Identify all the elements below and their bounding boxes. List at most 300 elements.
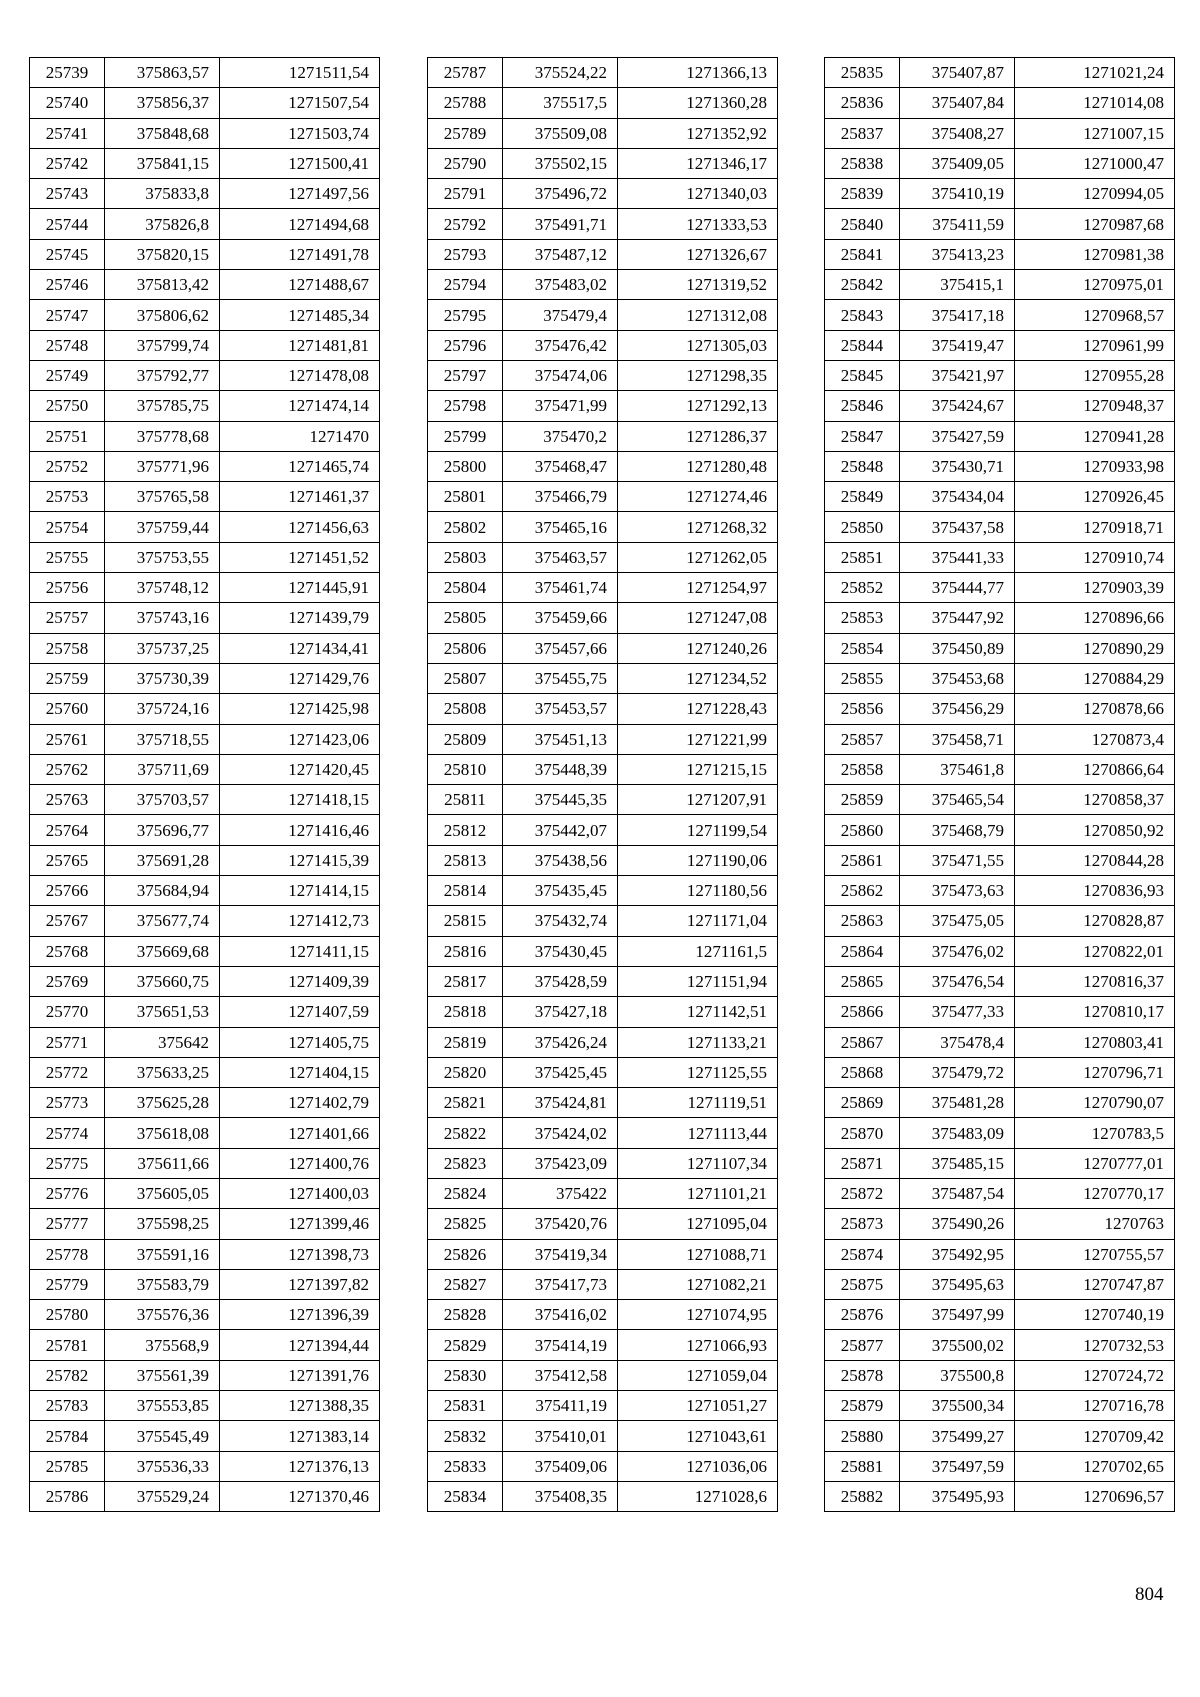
point-number-cell: 25829 bbox=[428, 1330, 503, 1360]
y-coordinate-cell: 1270896,66 bbox=[1015, 603, 1175, 633]
table-row bbox=[825, 1269, 1175, 1299]
table-row bbox=[428, 997, 778, 1027]
table-row bbox=[428, 1239, 778, 1269]
x-coordinate-cell: 375453,57 bbox=[503, 694, 618, 724]
y-coordinate-cell: 1271511,54 bbox=[220, 58, 380, 88]
x-coordinate-cell: 375411,19 bbox=[503, 1391, 618, 1421]
y-coordinate-cell: 1270755,57 bbox=[1015, 1239, 1175, 1269]
point-number-cell: 25786 bbox=[30, 1481, 105, 1511]
y-coordinate-cell: 1270796,71 bbox=[1015, 1057, 1175, 1087]
table-row bbox=[428, 360, 778, 390]
point-number-cell: 25803 bbox=[428, 542, 503, 572]
point-number-cell: 25792 bbox=[428, 209, 503, 239]
x-coordinate-cell: 375427,59 bbox=[900, 421, 1015, 451]
y-coordinate-cell: 1271000,47 bbox=[1015, 148, 1175, 178]
x-coordinate-cell: 375495,63 bbox=[900, 1269, 1015, 1299]
table-row bbox=[428, 1451, 778, 1481]
table-row bbox=[825, 330, 1175, 360]
table-row bbox=[428, 633, 778, 663]
x-coordinate-cell: 375461,74 bbox=[503, 573, 618, 603]
x-coordinate-cell: 375826,8 bbox=[105, 209, 220, 239]
table-row bbox=[825, 300, 1175, 330]
table-row bbox=[30, 966, 380, 996]
point-number-cell: 25859 bbox=[825, 785, 900, 815]
x-coordinate-cell: 375471,55 bbox=[900, 845, 1015, 875]
y-coordinate-cell: 1270790,07 bbox=[1015, 1088, 1175, 1118]
table-row bbox=[30, 1027, 380, 1057]
table-row bbox=[428, 906, 778, 936]
table-row bbox=[30, 997, 380, 1027]
x-coordinate-cell: 375753,55 bbox=[105, 542, 220, 572]
x-coordinate-cell: 375492,95 bbox=[900, 1239, 1015, 1269]
point-number-cell: 25801 bbox=[428, 482, 503, 512]
point-number-cell: 25847 bbox=[825, 421, 900, 451]
table-row bbox=[30, 785, 380, 815]
table-row bbox=[428, 724, 778, 754]
x-coordinate-cell: 375407,84 bbox=[900, 88, 1015, 118]
point-number-cell: 25826 bbox=[428, 1239, 503, 1269]
table-row bbox=[825, 603, 1175, 633]
point-number-cell: 25746 bbox=[30, 270, 105, 300]
x-coordinate-cell: 375479,72 bbox=[900, 1057, 1015, 1087]
y-coordinate-cell: 1270926,45 bbox=[1015, 482, 1175, 512]
x-coordinate-cell: 375481,28 bbox=[900, 1088, 1015, 1118]
point-number-cell: 25823 bbox=[428, 1148, 503, 1178]
point-number-cell: 25755 bbox=[30, 542, 105, 572]
y-coordinate-cell: 1271215,15 bbox=[618, 754, 778, 784]
point-number-cell: 25845 bbox=[825, 360, 900, 390]
table-row bbox=[825, 1360, 1175, 1390]
point-number-cell: 25835 bbox=[825, 58, 900, 88]
table-row bbox=[428, 451, 778, 481]
y-coordinate-cell: 1271298,35 bbox=[618, 360, 778, 390]
table-row bbox=[825, 179, 1175, 209]
point-number-cell: 25865 bbox=[825, 966, 900, 996]
point-number-cell: 25843 bbox=[825, 300, 900, 330]
x-coordinate-cell: 375421,97 bbox=[900, 360, 1015, 390]
x-coordinate-cell: 375625,28 bbox=[105, 1088, 220, 1118]
y-coordinate-cell: 1271190,06 bbox=[618, 845, 778, 875]
point-number-cell: 25831 bbox=[428, 1391, 503, 1421]
y-coordinate-cell: 1270732,53 bbox=[1015, 1330, 1175, 1360]
table-row bbox=[30, 694, 380, 724]
x-coordinate-cell: 375598,25 bbox=[105, 1209, 220, 1239]
x-coordinate-cell: 375841,15 bbox=[105, 148, 220, 178]
y-coordinate-cell: 1270828,87 bbox=[1015, 906, 1175, 936]
point-number-cell: 25779 bbox=[30, 1269, 105, 1299]
table-row bbox=[30, 239, 380, 269]
point-number-cell: 25862 bbox=[825, 876, 900, 906]
y-coordinate-cell: 1271488,67 bbox=[220, 270, 380, 300]
x-coordinate-cell: 375450,89 bbox=[900, 633, 1015, 663]
point-number-cell: 25816 bbox=[428, 936, 503, 966]
x-coordinate-cell: 375445,35 bbox=[503, 785, 618, 815]
point-number-cell: 25814 bbox=[428, 876, 503, 906]
point-number-cell: 25763 bbox=[30, 785, 105, 815]
point-number-cell: 25741 bbox=[30, 118, 105, 148]
y-coordinate-cell: 1271500,41 bbox=[220, 148, 380, 178]
table-row bbox=[825, 936, 1175, 966]
x-coordinate-cell: 375476,42 bbox=[503, 330, 618, 360]
x-coordinate-cell: 375696,77 bbox=[105, 815, 220, 845]
x-coordinate-cell: 375434,04 bbox=[900, 482, 1015, 512]
y-coordinate-cell: 1271221,99 bbox=[618, 724, 778, 754]
y-coordinate-cell: 1271391,76 bbox=[220, 1360, 380, 1390]
table-row bbox=[30, 360, 380, 390]
coordinates-table-2 bbox=[427, 57, 778, 1512]
y-coordinate-cell: 1270763 bbox=[1015, 1209, 1175, 1239]
table-row bbox=[428, 88, 778, 118]
y-coordinate-cell: 1271376,13 bbox=[220, 1451, 380, 1481]
y-coordinate-cell: 1271254,97 bbox=[618, 573, 778, 603]
point-number-cell: 25824 bbox=[428, 1178, 503, 1208]
table-row bbox=[30, 421, 380, 451]
table-row bbox=[825, 1088, 1175, 1118]
point-number-cell: 25784 bbox=[30, 1421, 105, 1451]
x-coordinate-cell: 375417,73 bbox=[503, 1269, 618, 1299]
point-number-cell: 25757 bbox=[30, 603, 105, 633]
x-coordinate-cell: 375447,92 bbox=[900, 603, 1015, 633]
table-row bbox=[825, 118, 1175, 148]
point-number-cell: 25781 bbox=[30, 1330, 105, 1360]
y-coordinate-cell: 1271434,41 bbox=[220, 633, 380, 663]
x-coordinate-cell: 375500,02 bbox=[900, 1330, 1015, 1360]
y-coordinate-cell: 1270783,5 bbox=[1015, 1118, 1175, 1148]
y-coordinate-cell: 1271292,13 bbox=[618, 391, 778, 421]
table-row bbox=[428, 815, 778, 845]
point-number-cell: 25752 bbox=[30, 451, 105, 481]
y-coordinate-cell: 1270933,98 bbox=[1015, 451, 1175, 481]
x-coordinate-cell: 375424,81 bbox=[503, 1088, 618, 1118]
y-coordinate-cell: 1271470 bbox=[220, 421, 380, 451]
x-coordinate-cell: 375424,02 bbox=[503, 1118, 618, 1148]
y-coordinate-cell: 1270777,01 bbox=[1015, 1148, 1175, 1178]
x-coordinate-cell: 375408,27 bbox=[900, 118, 1015, 148]
x-coordinate-cell: 375475,05 bbox=[900, 906, 1015, 936]
table-row bbox=[30, 633, 380, 663]
x-coordinate-cell: 375806,62 bbox=[105, 300, 220, 330]
x-coordinate-cell: 375497,99 bbox=[900, 1300, 1015, 1330]
table-row bbox=[825, 1148, 1175, 1178]
x-coordinate-cell: 375412,58 bbox=[503, 1360, 618, 1390]
point-number-cell: 25756 bbox=[30, 573, 105, 603]
x-coordinate-cell: 375432,74 bbox=[503, 906, 618, 936]
x-coordinate-cell: 375490,26 bbox=[900, 1209, 1015, 1239]
x-coordinate-cell: 375415,1 bbox=[900, 270, 1015, 300]
point-number-cell: 25869 bbox=[825, 1088, 900, 1118]
x-coordinate-cell: 375561,39 bbox=[105, 1360, 220, 1390]
table-row bbox=[30, 88, 380, 118]
x-coordinate-cell: 375576,36 bbox=[105, 1300, 220, 1330]
table-row bbox=[428, 1057, 778, 1087]
y-coordinate-cell: 1271439,79 bbox=[220, 603, 380, 633]
table-row bbox=[825, 573, 1175, 603]
y-coordinate-cell: 1271014,08 bbox=[1015, 88, 1175, 118]
x-coordinate-cell: 375420,76 bbox=[503, 1209, 618, 1239]
table-row bbox=[825, 209, 1175, 239]
point-number-cell: 25799 bbox=[428, 421, 503, 451]
table-row bbox=[825, 1330, 1175, 1360]
point-number-cell: 25874 bbox=[825, 1239, 900, 1269]
table-row bbox=[30, 815, 380, 845]
x-coordinate-cell: 375529,24 bbox=[105, 1481, 220, 1511]
x-coordinate-cell: 375422 bbox=[503, 1178, 618, 1208]
table-row bbox=[30, 663, 380, 693]
x-coordinate-cell: 375483,09 bbox=[900, 1118, 1015, 1148]
table-row bbox=[428, 1360, 778, 1390]
point-number-cell: 25811 bbox=[428, 785, 503, 815]
table-row bbox=[825, 1118, 1175, 1148]
point-number-cell: 25828 bbox=[428, 1300, 503, 1330]
point-number-cell: 25782 bbox=[30, 1360, 105, 1390]
y-coordinate-cell: 1270747,87 bbox=[1015, 1269, 1175, 1299]
x-coordinate-cell: 375820,15 bbox=[105, 239, 220, 269]
point-number-cell: 25804 bbox=[428, 573, 503, 603]
y-coordinate-cell: 1271398,73 bbox=[220, 1239, 380, 1269]
point-number-cell: 25774 bbox=[30, 1118, 105, 1148]
x-coordinate-cell: 375748,12 bbox=[105, 573, 220, 603]
point-number-cell: 25806 bbox=[428, 633, 503, 663]
point-number-cell: 25761 bbox=[30, 724, 105, 754]
x-coordinate-cell: 375743,16 bbox=[105, 603, 220, 633]
y-coordinate-cell: 1271305,03 bbox=[618, 330, 778, 360]
y-coordinate-cell: 1270873,4 bbox=[1015, 724, 1175, 754]
table-row bbox=[428, 1178, 778, 1208]
point-number-cell: 25842 bbox=[825, 270, 900, 300]
x-coordinate-cell: 375730,39 bbox=[105, 663, 220, 693]
point-number-cell: 25820 bbox=[428, 1057, 503, 1087]
y-coordinate-cell: 1271286,37 bbox=[618, 421, 778, 451]
point-number-cell: 25794 bbox=[428, 270, 503, 300]
x-coordinate-cell: 375455,75 bbox=[503, 663, 618, 693]
x-coordinate-cell: 375553,85 bbox=[105, 1391, 220, 1421]
point-number-cell: 25839 bbox=[825, 179, 900, 209]
point-number-cell: 25856 bbox=[825, 694, 900, 724]
x-coordinate-cell: 375423,09 bbox=[503, 1148, 618, 1178]
table-row bbox=[30, 148, 380, 178]
x-coordinate-cell: 375711,69 bbox=[105, 754, 220, 784]
y-coordinate-cell: 1271007,15 bbox=[1015, 118, 1175, 148]
x-coordinate-cell: 375483,02 bbox=[503, 270, 618, 300]
table-row bbox=[428, 754, 778, 784]
point-number-cell: 25777 bbox=[30, 1209, 105, 1239]
table-row bbox=[30, 179, 380, 209]
point-number-cell: 25805 bbox=[428, 603, 503, 633]
point-number-cell: 25866 bbox=[825, 997, 900, 1027]
y-coordinate-cell: 1271268,32 bbox=[618, 512, 778, 542]
point-number-cell: 25838 bbox=[825, 148, 900, 178]
y-coordinate-cell: 1270975,01 bbox=[1015, 270, 1175, 300]
table-row bbox=[30, 482, 380, 512]
point-number-cell: 25812 bbox=[428, 815, 503, 845]
x-coordinate-cell: 375524,22 bbox=[503, 58, 618, 88]
y-coordinate-cell: 1271485,34 bbox=[220, 300, 380, 330]
x-coordinate-cell: 375438,56 bbox=[503, 845, 618, 875]
y-coordinate-cell: 1270878,66 bbox=[1015, 694, 1175, 724]
y-coordinate-cell: 1271481,81 bbox=[220, 330, 380, 360]
y-coordinate-cell: 1271491,78 bbox=[220, 239, 380, 269]
point-number-cell: 25815 bbox=[428, 906, 503, 936]
y-coordinate-cell: 1271088,71 bbox=[618, 1239, 778, 1269]
y-coordinate-cell: 1271370,46 bbox=[220, 1481, 380, 1511]
y-coordinate-cell: 1270702,65 bbox=[1015, 1451, 1175, 1481]
point-number-cell: 25787 bbox=[428, 58, 503, 88]
table-row bbox=[825, 1027, 1175, 1057]
point-number-cell: 25795 bbox=[428, 300, 503, 330]
y-coordinate-cell: 1271412,73 bbox=[220, 906, 380, 936]
y-coordinate-cell: 1271415,39 bbox=[220, 845, 380, 875]
y-coordinate-cell: 1271456,63 bbox=[220, 512, 380, 542]
x-coordinate-cell: 375568,9 bbox=[105, 1330, 220, 1360]
point-number-cell: 25751 bbox=[30, 421, 105, 451]
table-row bbox=[825, 997, 1175, 1027]
x-coordinate-cell: 375473,63 bbox=[900, 876, 1015, 906]
point-number-cell: 25754 bbox=[30, 512, 105, 542]
table-row bbox=[428, 603, 778, 633]
table-row bbox=[30, 330, 380, 360]
table-row bbox=[825, 148, 1175, 178]
y-coordinate-cell: 1270858,37 bbox=[1015, 785, 1175, 815]
point-number-cell: 25851 bbox=[825, 542, 900, 572]
x-coordinate-cell: 375466,79 bbox=[503, 482, 618, 512]
y-coordinate-cell: 1271125,55 bbox=[618, 1057, 778, 1087]
y-coordinate-cell: 1271119,51 bbox=[618, 1088, 778, 1118]
table-row bbox=[428, 1300, 778, 1330]
y-coordinate-cell: 1271021,24 bbox=[1015, 58, 1175, 88]
table-row bbox=[825, 512, 1175, 542]
y-coordinate-cell: 1271396,39 bbox=[220, 1300, 380, 1330]
point-number-cell: 25749 bbox=[30, 360, 105, 390]
y-coordinate-cell: 1270770,17 bbox=[1015, 1178, 1175, 1208]
x-coordinate-cell: 375414,19 bbox=[503, 1330, 618, 1360]
table-row bbox=[30, 1088, 380, 1118]
x-coordinate-cell: 375759,44 bbox=[105, 512, 220, 542]
y-coordinate-cell: 1271326,67 bbox=[618, 239, 778, 269]
x-coordinate-cell: 375502,15 bbox=[503, 148, 618, 178]
y-coordinate-cell: 1271280,48 bbox=[618, 451, 778, 481]
x-coordinate-cell: 375499,27 bbox=[900, 1421, 1015, 1451]
point-number-cell: 25882 bbox=[825, 1481, 900, 1511]
y-coordinate-cell: 1270994,05 bbox=[1015, 179, 1175, 209]
y-coordinate-cell: 1270890,29 bbox=[1015, 633, 1175, 663]
table-row bbox=[428, 1027, 778, 1057]
y-coordinate-cell: 1270810,17 bbox=[1015, 997, 1175, 1027]
x-coordinate-cell: 375477,33 bbox=[900, 997, 1015, 1027]
point-number-cell: 25832 bbox=[428, 1421, 503, 1451]
point-number-cell: 25868 bbox=[825, 1057, 900, 1087]
table-row bbox=[428, 58, 778, 88]
table-row bbox=[30, 1118, 380, 1148]
y-coordinate-cell: 1271507,54 bbox=[220, 88, 380, 118]
y-coordinate-cell: 1271333,53 bbox=[618, 209, 778, 239]
table-row bbox=[30, 603, 380, 633]
y-coordinate-cell: 1271411,15 bbox=[220, 936, 380, 966]
x-coordinate-cell: 375642 bbox=[105, 1027, 220, 1057]
table-row bbox=[825, 876, 1175, 906]
point-number-cell: 25778 bbox=[30, 1239, 105, 1269]
x-coordinate-cell: 375474,06 bbox=[503, 360, 618, 390]
point-number-cell: 25768 bbox=[30, 936, 105, 966]
x-coordinate-cell: 375669,68 bbox=[105, 936, 220, 966]
point-number-cell: 25785 bbox=[30, 1451, 105, 1481]
x-coordinate-cell: 375517,5 bbox=[503, 88, 618, 118]
point-number-cell: 25810 bbox=[428, 754, 503, 784]
y-coordinate-cell: 1271207,91 bbox=[618, 785, 778, 815]
coordinates-table-1 bbox=[29, 57, 380, 1512]
table-row bbox=[30, 1330, 380, 1360]
point-number-cell: 25854 bbox=[825, 633, 900, 663]
table-row bbox=[825, 1451, 1175, 1481]
x-coordinate-cell: 375442,07 bbox=[503, 815, 618, 845]
table-row bbox=[30, 573, 380, 603]
table-row bbox=[428, 1148, 778, 1178]
point-number-cell: 25834 bbox=[428, 1481, 503, 1511]
x-coordinate-cell: 375491,71 bbox=[503, 209, 618, 239]
y-coordinate-cell: 1270948,37 bbox=[1015, 391, 1175, 421]
table-row bbox=[428, 1269, 778, 1299]
table-row bbox=[825, 694, 1175, 724]
x-coordinate-cell: 375718,55 bbox=[105, 724, 220, 754]
table-row bbox=[428, 694, 778, 724]
x-coordinate-cell: 375451,13 bbox=[503, 724, 618, 754]
y-coordinate-cell: 1271059,04 bbox=[618, 1360, 778, 1390]
x-coordinate-cell: 375856,37 bbox=[105, 88, 220, 118]
point-number-cell: 25827 bbox=[428, 1269, 503, 1299]
x-coordinate-cell: 375485,15 bbox=[900, 1148, 1015, 1178]
point-number-cell: 25875 bbox=[825, 1269, 900, 1299]
x-coordinate-cell: 375487,12 bbox=[503, 239, 618, 269]
table-row bbox=[30, 1391, 380, 1421]
y-coordinate-cell: 1270987,68 bbox=[1015, 209, 1175, 239]
table-row bbox=[428, 482, 778, 512]
x-coordinate-cell: 375417,18 bbox=[900, 300, 1015, 330]
x-coordinate-cell: 375419,34 bbox=[503, 1239, 618, 1269]
x-coordinate-cell: 375411,59 bbox=[900, 209, 1015, 239]
x-coordinate-cell: 375410,19 bbox=[900, 179, 1015, 209]
y-coordinate-cell: 1271405,75 bbox=[220, 1027, 380, 1057]
table-row bbox=[825, 1421, 1175, 1451]
point-number-cell: 25877 bbox=[825, 1330, 900, 1360]
table-row bbox=[428, 1209, 778, 1239]
table-row bbox=[825, 421, 1175, 451]
y-coordinate-cell: 1271199,54 bbox=[618, 815, 778, 845]
point-number-cell: 25844 bbox=[825, 330, 900, 360]
y-coordinate-cell: 1271414,15 bbox=[220, 876, 380, 906]
x-coordinate-cell: 375408,35 bbox=[503, 1481, 618, 1511]
table-row bbox=[428, 239, 778, 269]
x-coordinate-cell: 375463,57 bbox=[503, 542, 618, 572]
y-coordinate-cell: 1271465,74 bbox=[220, 451, 380, 481]
y-coordinate-cell: 1271366,13 bbox=[618, 58, 778, 88]
x-coordinate-cell: 375413,23 bbox=[900, 239, 1015, 269]
x-coordinate-cell: 375487,54 bbox=[900, 1178, 1015, 1208]
point-number-cell: 25841 bbox=[825, 239, 900, 269]
x-coordinate-cell: 375425,45 bbox=[503, 1057, 618, 1087]
x-coordinate-cell: 375437,58 bbox=[900, 512, 1015, 542]
point-number-cell: 25807 bbox=[428, 663, 503, 693]
table-row bbox=[428, 179, 778, 209]
y-coordinate-cell: 1270716,78 bbox=[1015, 1391, 1175, 1421]
point-number-cell: 25771 bbox=[30, 1027, 105, 1057]
point-number-cell: 25798 bbox=[428, 391, 503, 421]
table-row bbox=[428, 876, 778, 906]
y-coordinate-cell: 1270884,29 bbox=[1015, 663, 1175, 693]
point-number-cell: 25846 bbox=[825, 391, 900, 421]
x-coordinate-cell: 375724,16 bbox=[105, 694, 220, 724]
x-coordinate-cell: 375703,57 bbox=[105, 785, 220, 815]
y-coordinate-cell: 1270941,28 bbox=[1015, 421, 1175, 451]
x-coordinate-cell: 375771,96 bbox=[105, 451, 220, 481]
